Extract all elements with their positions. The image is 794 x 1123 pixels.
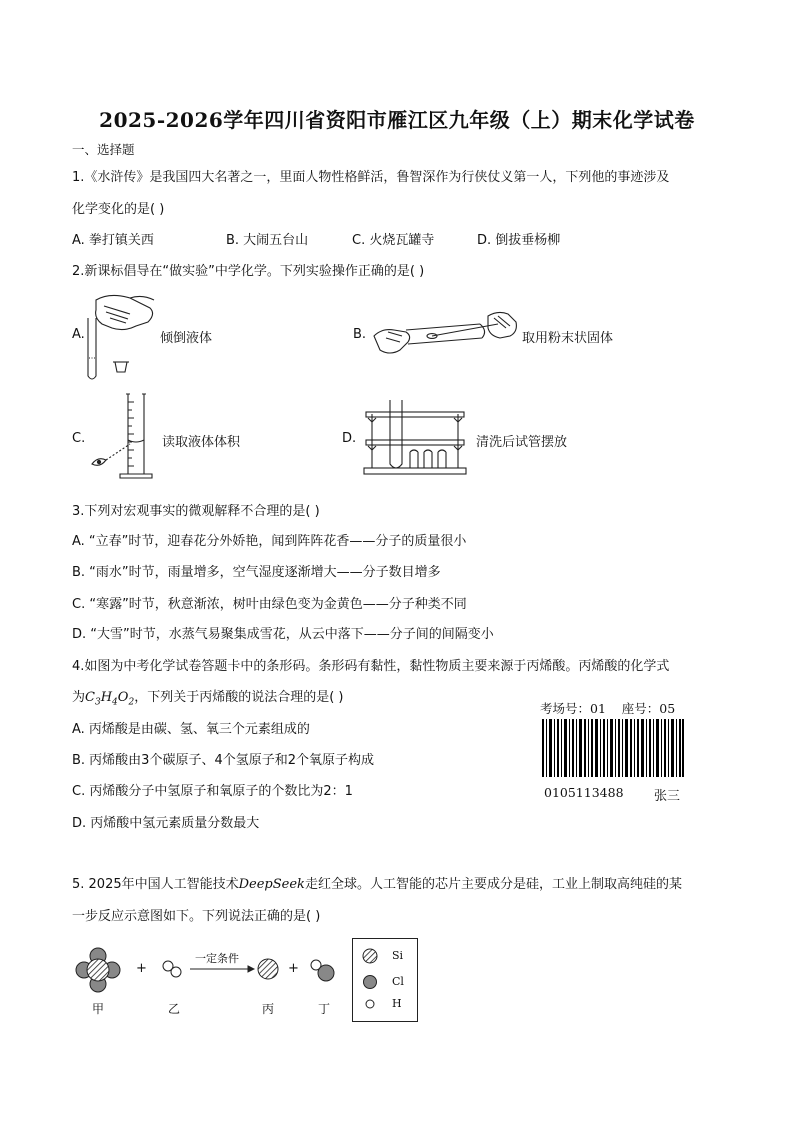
molecule-ding-icon <box>311 960 334 981</box>
q3-option-d[interactable]: D. “大雪”时节，水蒸气易聚集成雪花，从云中落下——分子间的间隔变小 <box>72 627 494 642</box>
label-yi: 乙 <box>168 1002 181 1016</box>
q4-option-d[interactable]: D. 丙烯酸中氢元素质量分数最大 <box>72 816 260 831</box>
q3-option-b[interactable]: B. “雨水”时节，雨量增多，空气湿度逐渐增大——分子数目增多 <box>72 565 441 580</box>
q2-option-d-letter[interactable]: D. <box>342 431 357 446</box>
acrylic-acid-formula: $C_3H_4O_2$ <box>85 690 135 708</box>
q4-stem-prefix: 为 <box>72 690 86 705</box>
plus-sign-1: + <box>136 961 147 976</box>
q4-option-c[interactable]: C. 丙烯酸分子中氢原子和氧原子的个数比为2：1 <box>72 784 353 799</box>
q5-stem-line2: 一步反应示意图如下。下列说法正确的是( ) <box>72 909 321 924</box>
q1-option-d[interactable]: D. 倒拔垂杨柳 <box>477 233 561 248</box>
molecule-yi-icon <box>163 961 181 977</box>
q4-option-a[interactable]: A. 丙烯酸是由碳、氢、氧三个元素组成的 <box>72 722 310 737</box>
q2-option-b-letter[interactable]: B. <box>353 327 367 342</box>
q3-stem: 3.下列对宏观事实的微观解释不合理的是( ) <box>72 504 320 519</box>
cl-atom-icon <box>364 976 377 989</box>
powder-sampling-icon <box>370 306 520 362</box>
q5-stem-emphasis: DeepSeek <box>238 877 305 892</box>
q4-stem-suffix: ，下列关于丙烯酸的说法合理的是( ) <box>134 690 344 705</box>
q1-option-a[interactable]: A. 拳打镇关西 <box>72 233 154 248</box>
q5-stem-line1 <box>72 873 682 892</box>
si-atom-icon <box>363 949 377 963</box>
q4-option-b[interactable]: B. 丙烯酸由3个碳原子、4个氢原子和2个氧原子构成 <box>72 753 374 768</box>
label-ding: 丁 <box>318 1002 331 1016</box>
q2-stem: 2.新课标倡导在“做实验”中学化学。下列实验操作正确的是( ) <box>72 264 425 279</box>
q2-option-a-caption: 倾倒液体 <box>160 331 213 346</box>
label-bing: 丙 <box>262 1002 275 1016</box>
legend-symbols <box>360 944 380 1016</box>
barcode-number: 0105113488 <box>544 785 624 800</box>
legend-h: H <box>392 997 402 1010</box>
page-title: 2025-2026学年四川省资阳市雁江区九年级（上）期末化学试卷 <box>99 108 695 132</box>
q4-stem-line2 <box>72 686 343 708</box>
q2-option-c-letter[interactable]: C. <box>72 431 86 446</box>
molecule-jia-icon <box>76 948 120 992</box>
q1-option-c[interactable]: C. 火烧瓦罐寺 <box>352 233 435 248</box>
label-jia: 甲 <box>92 1002 105 1016</box>
q1-option-b[interactable]: B. 大闹五台山 <box>226 233 309 248</box>
molecule-bing-icon <box>258 959 278 979</box>
q5-stem-suffix: 走红全球。人工智能的芯片主要成分是硅，工业上制取高纯硅的某 <box>304 877 682 892</box>
pouring-liquid-icon <box>80 288 160 384</box>
section-heading: 一、选择题 <box>72 142 135 157</box>
q5-stem-prefix: 5. 2025年中国人工智能技术 <box>72 877 239 892</box>
test-tube-rack-icon <box>358 392 472 478</box>
q3-option-a[interactable]: A. “立春”时节，迎春花分外娇艳，闻到阵阵花香——分子的质量很小 <box>72 534 467 549</box>
h-atom-icon <box>366 1000 374 1008</box>
q2-option-c-caption: 读取液体体积 <box>162 435 241 450</box>
q2-option-d-caption: 清洗后试管摆放 <box>476 435 568 450</box>
q4-stem-line1: 4.如图为中考化学试卷答题卡中的条形码。条形码有黏性，黏性物质主要来源于丙烯酸。丙烯酸的化学式 <box>72 659 670 674</box>
reaction-arrow-icon <box>190 966 254 972</box>
graduated-cylinder-icon <box>84 390 164 482</box>
legend-cl: Cl <box>392 975 404 988</box>
q1-stem-line1: 1.《水浒传》是我国四大名著之一，里面人物性格鲜活，鲁智深作为行侠仗义第一人，下列他的事迹涉及 <box>72 170 670 185</box>
legend-si: Si <box>392 949 404 962</box>
q1-stem-line2: 化学变化的是( ) <box>72 202 165 217</box>
barcode-header: 考场号：01 座号：05 <box>540 701 676 716</box>
barcode-name: 张三 <box>654 789 681 804</box>
barcode-image <box>542 719 684 777</box>
q3-option-c[interactable]: C. “寒露”时节，秋意渐浓，树叶由绿色变为金黄色——分子种类不同 <box>72 597 467 612</box>
q2-option-b-caption: 取用粉末状固体 <box>522 331 614 346</box>
plus-sign-2: + <box>288 961 299 976</box>
q2-option-a-letter[interactable]: A. <box>72 327 85 342</box>
reaction-condition: 一定条件 <box>195 952 239 965</box>
